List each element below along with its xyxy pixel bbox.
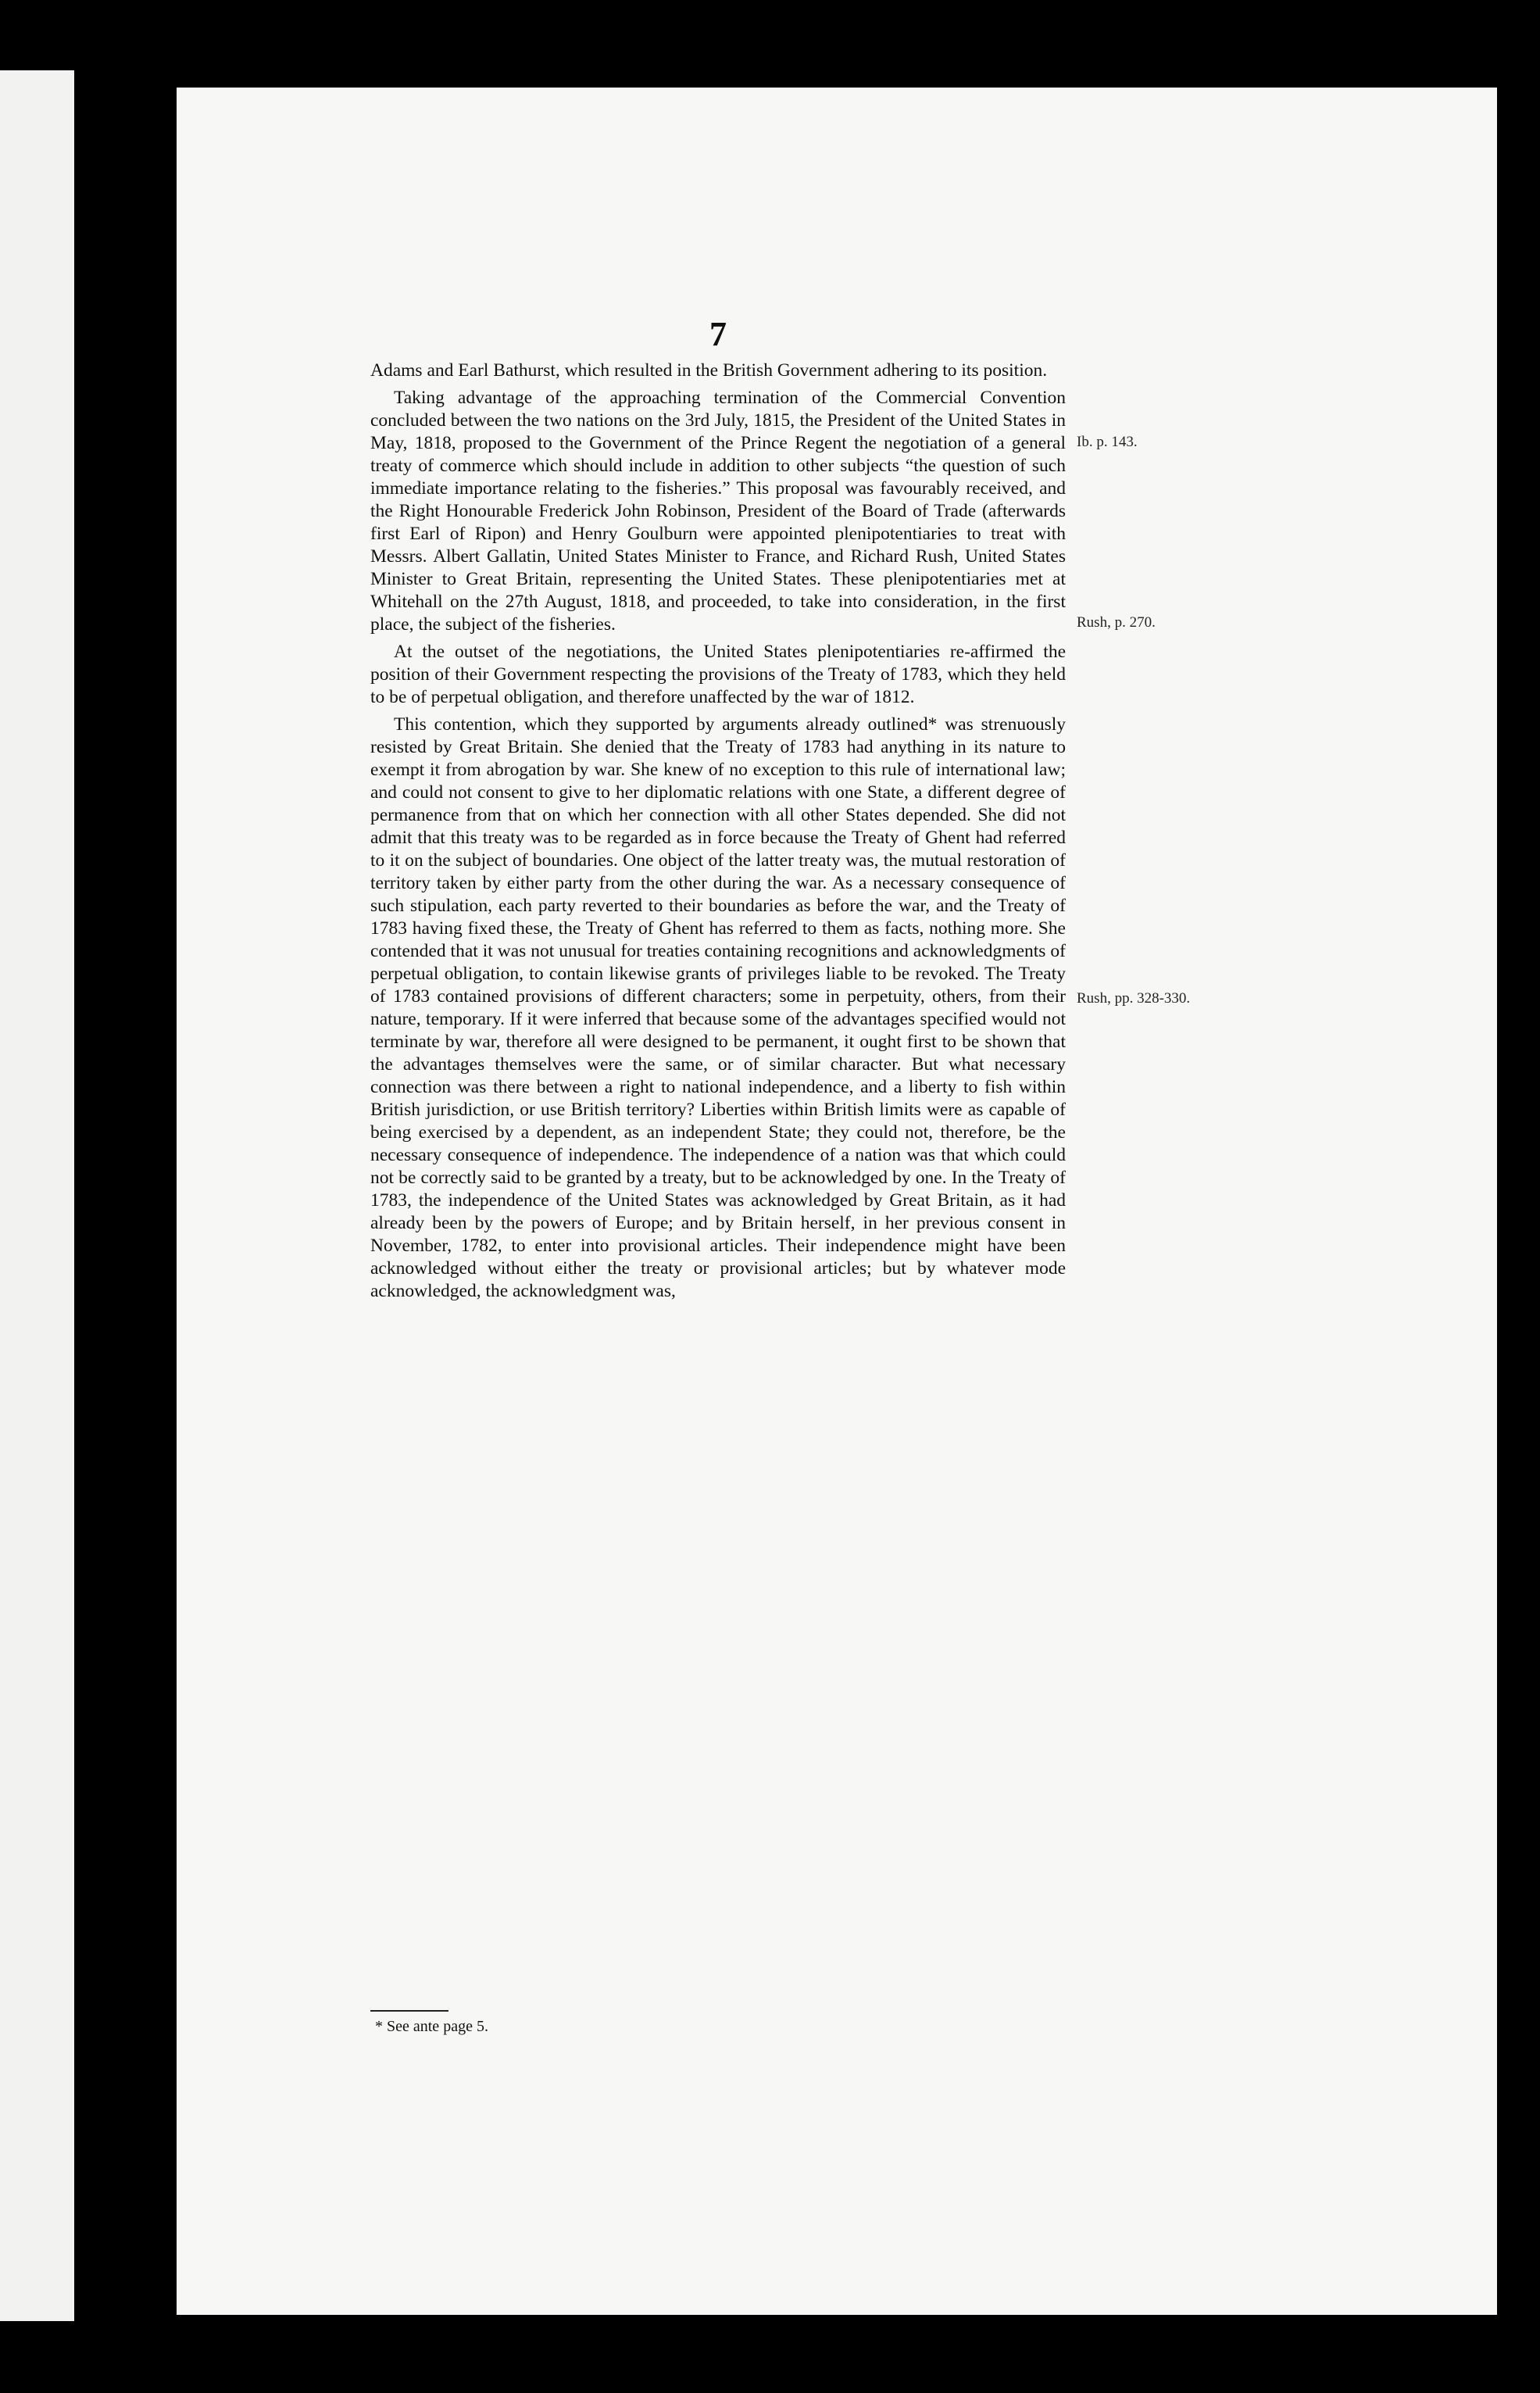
footnote: * See ante page 5. (375, 2018, 488, 2035)
page-number: 7 (709, 315, 727, 353)
margin-note: Ib. p. 143. (1077, 434, 1138, 450)
paragraph: This contention, which they supported by arguments already outlined* was strenuously resisted by Great Britain. She denied that the Treaty of 1783 had anything in its nature to exempt it from abrogation by war. She knew of no exception to this rule of international law; and could not consent to give to her diplomatic relations with one State, a different degree of permanence from that on which her connection with all other States depended. She did not admit that this treaty was to be regarded as in force because the Treaty of Ghent had referred to it on the subject of boundaries. One object of the latter treaty was, the mutual restoration of territory taken by either party from the other during the war. As a necessary consequence of such stipulation, each party reverted to their boundaries as before the war, and the Treaty of 1783 having fixed these, the Treaty of Ghent has referred to them as facts, nothing more. She contended that it was not unusual for treaties containing recognitions and acknowledgments of perpetual obligation, to contain likewise grants of privileges liable to be revoked. The Treaty of 1783 contained provisions of different characters; some in perpetuity, others, from their nature, temporary. If it were inferred that because some of the advantages specified would not terminate by war, therefore all were designed to be permanent, it ought first to be shown that the advantages themselves were the same, or of similar character. But what necessary connection was there between a right to national independence, and a liberty to fish within British jurisdiction, or use British territory? Liberties within British limits were as capable of being exercised by a dependent, as an independent State; they could not, therefore, be the necessary consequence of independence. The independence of a nation was that which could not be correctly said to be granted by a treaty, but to be acknowledged by one. In the Treaty of 1783, the independence of the United States was acknowledged by Great Britain, as it had already been by the powers of Europe; and by Britain herself, in her previous consent in November, 1782, to enter into provisional articles. Their independence might have been acknowledged without either the treaty or provisional articles; but by whatever mode acknowledged, the acknowledgment was, (370, 714, 1066, 1301)
margin-note: Rush, p. 270. (1077, 614, 1156, 631)
paragraph: Adams and Earl Bathurst, which resulted in the British Government adhering to its position. (370, 360, 1048, 381)
body-text (370, 359, 1066, 1303)
footnote-rule (370, 2010, 448, 2012)
paragraph: At the outset of the negotiations, the United States plenipotentiaries re-affirmed the position of their Government respecting the provisions of the Treaty of 1783, which they held to be of perpetual obligation, and therefore unaffected by the war of 1812. (370, 642, 1066, 707)
paragraph: Taking advantage of the approaching termination of the Commercial Convention concluded between the two nations on the 3rd July, 1815, the President of the United States in May, 1818, proposed to the Government of the Prince Regent the negotiation of a general treaty of commerce which should include in addition to other subjects “the question of such immediate importance relating to the fisheries.” This proposal was favourably received, and the Right Honourable Frederick John Robinson, President of the Board of Trade (afterwards first Earl of Ripon) and Henry Goulburn were appointed plenipotentiaries to treat with Messrs. Albert Gallatin, United States Minister to France, and Richard Rush, United States Minister to Great Britain, representing the United States. These plenipotentiaries met at Whitehall on the 27th August, 1818, and proceeded, to take into consideration, in the first place, the subject of the fisheries. (370, 388, 1066, 635)
adjacent-page-strip (0, 70, 74, 2321)
margin-note: Rush, pp. 328-330. (1077, 990, 1191, 1007)
